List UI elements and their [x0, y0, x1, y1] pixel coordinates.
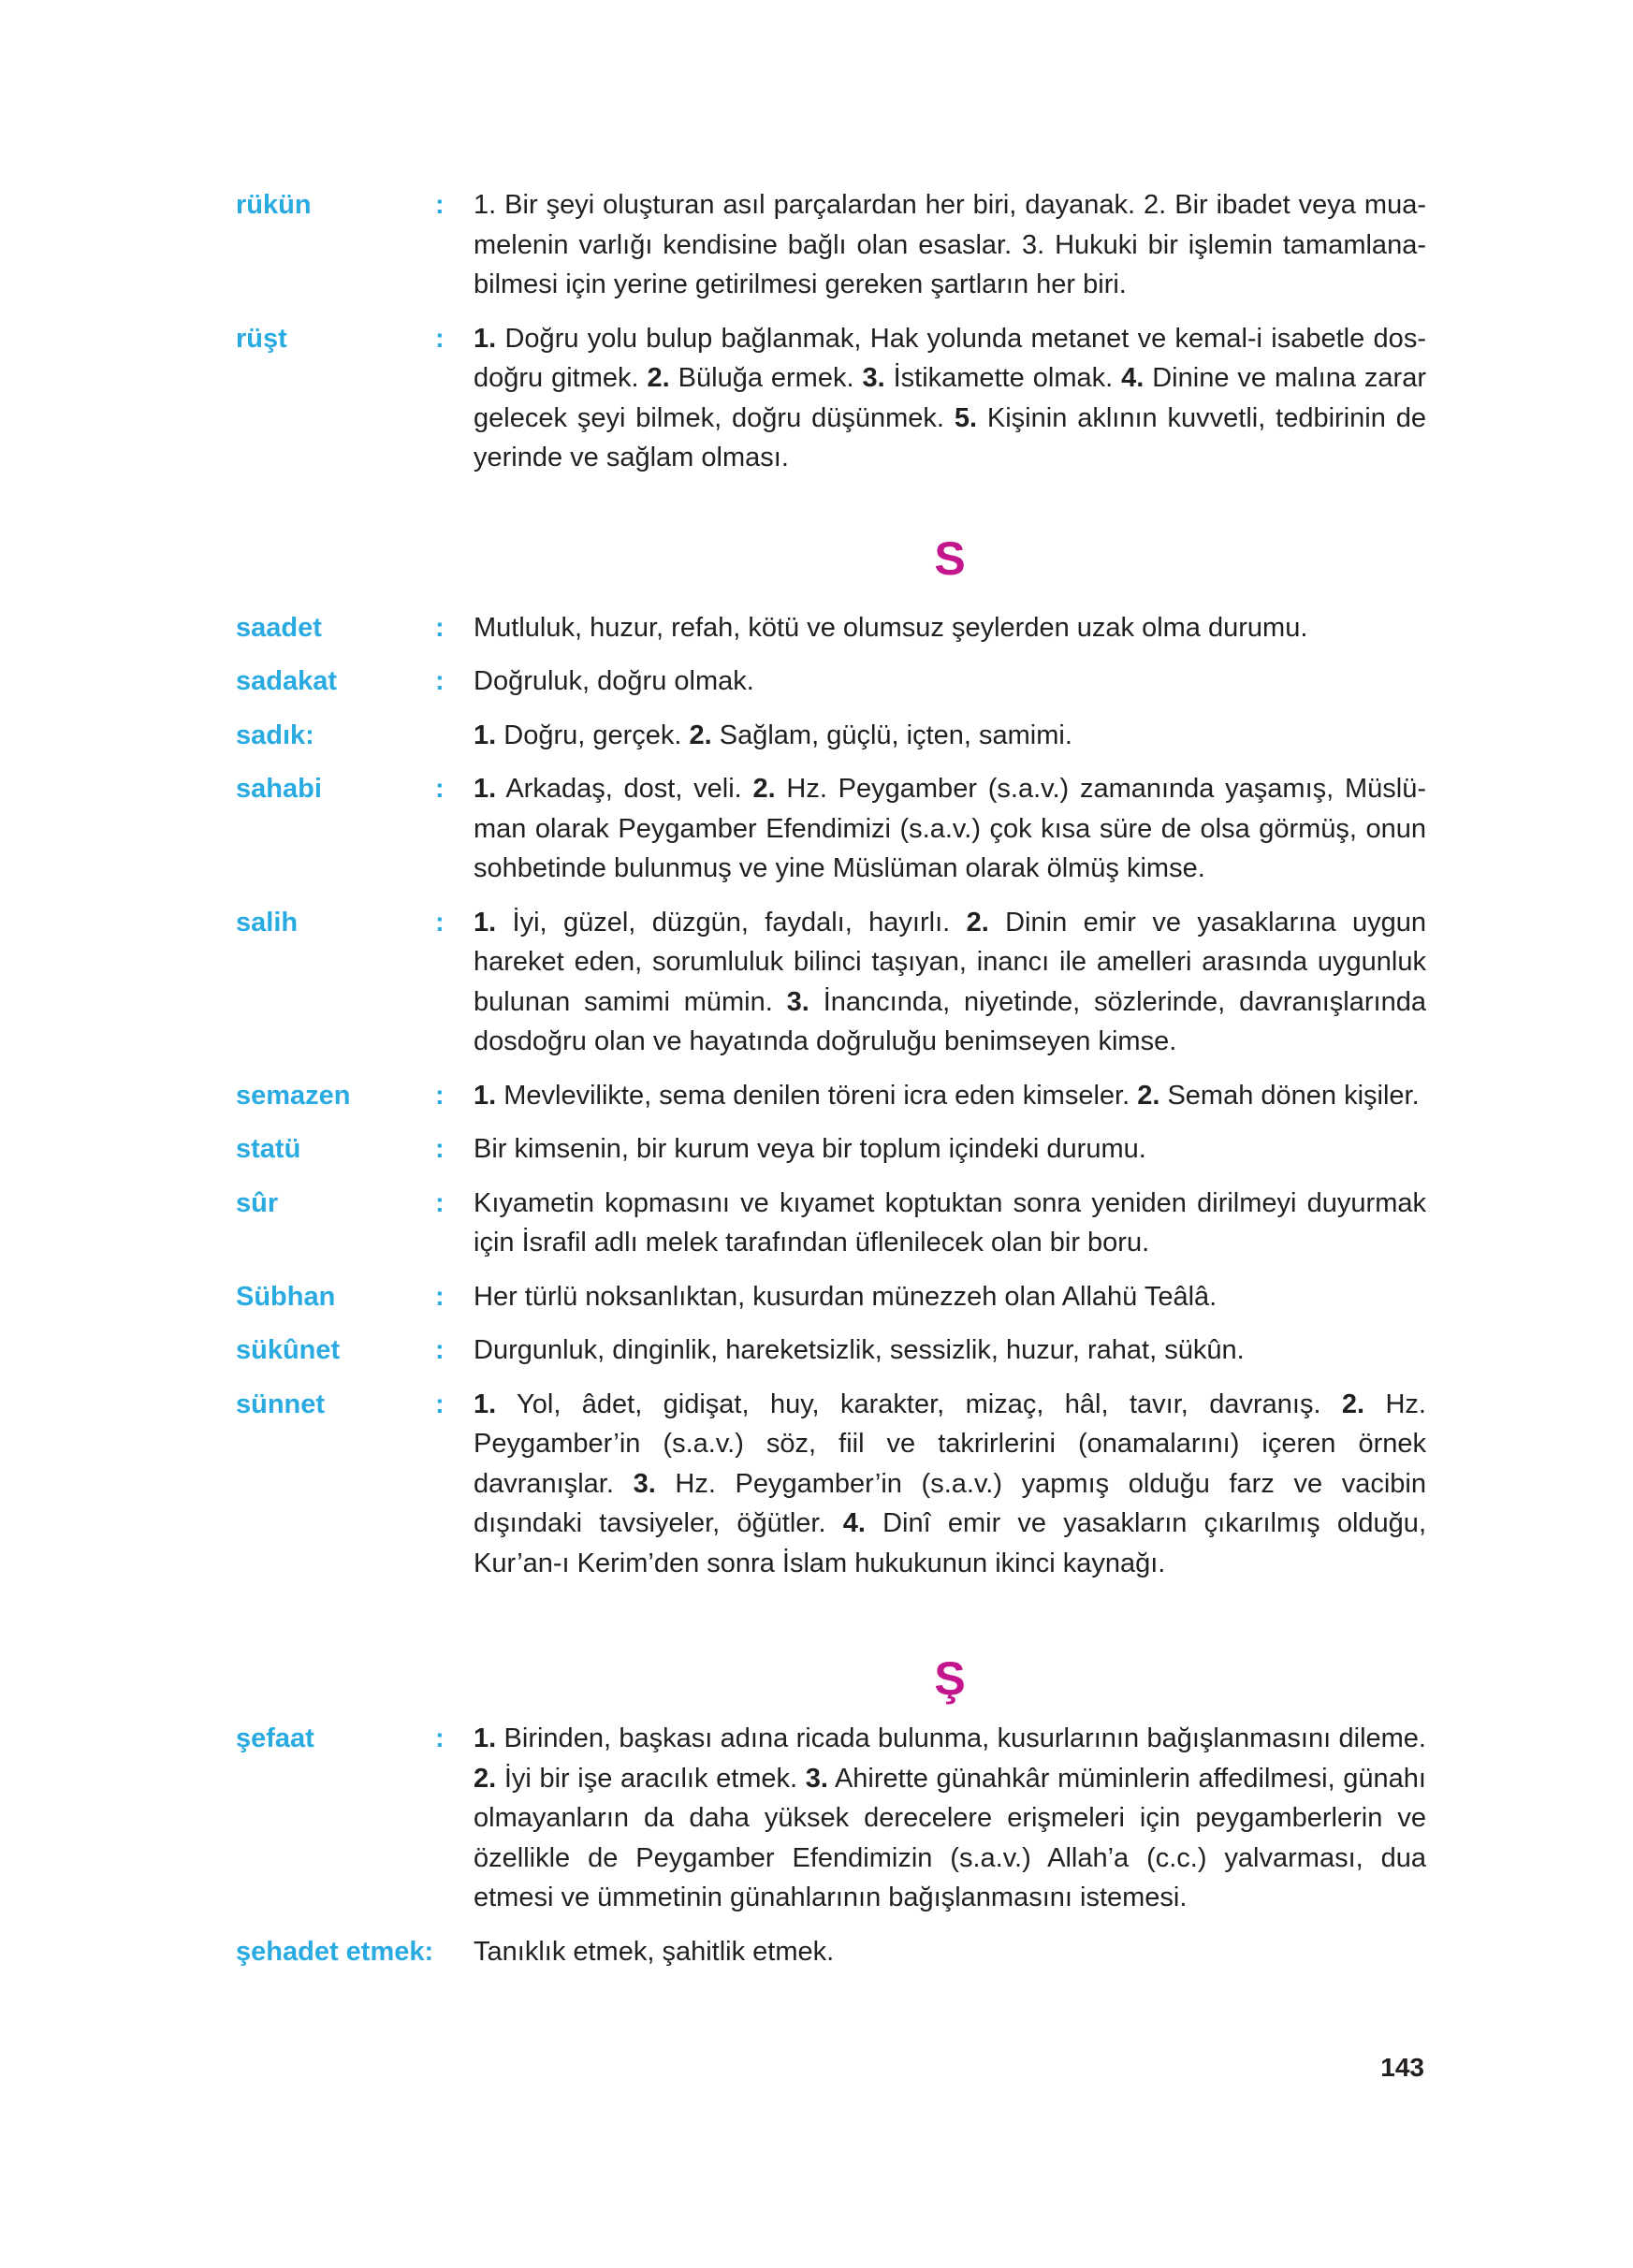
definition-text: Kıyametin kopmasını ve kıyamet koptuktan sonra yeniden dirilmeyi duyurmak için İsrafil adlı melek tarafından üflenilecek olan bir boru. — [474, 1187, 1426, 1258]
entry-term: sahabi — [236, 774, 322, 804]
glossary-entry — [236, 662, 1426, 702]
glossary-entry — [236, 716, 1426, 756]
definition-number: 3. — [786, 986, 809, 1017]
entry-term: şefaat — [236, 1723, 314, 1753]
entry-term: saadet — [236, 612, 322, 643]
glossary — [236, 185, 1426, 1985]
definition-number: 1. — [474, 1723, 497, 1753]
definition-text: Doğru yolu bulup bağlanmak, Hak yolunda metanet ve kemal-i isabetle dosdoğru gitmek. — [474, 323, 1426, 393]
entry-term: statü — [236, 1134, 301, 1164]
definition-text: Arkadaş, dost, veli. — [496, 774, 753, 804]
entry-definition — [474, 1076, 1426, 1116]
glossary-entry — [236, 1076, 1426, 1116]
glossary-entry — [236, 1932, 1426, 1972]
definition-number: 3. — [862, 363, 885, 393]
entry-term: sünnet — [236, 1388, 326, 1419]
section-s — [236, 608, 1426, 1584]
definition-text: Hz. Peygamber’in (s.a.v.) söz, fiil ve takrirlerini (onamalarını) içeren örnek davranışlar. — [474, 1388, 1426, 1499]
definition-text: Mutluluk, huzur, refah, kötü ve olumsuz şeylerden uzak olma durumu. — [474, 612, 1308, 643]
entry-term: sadık: — [236, 720, 314, 750]
entry-colon: : — [435, 323, 445, 354]
entry-definition — [474, 185, 1426, 305]
definition-number: 2. — [1137, 1080, 1160, 1111]
section-r — [236, 185, 1426, 478]
entry-definition — [474, 1330, 1426, 1371]
definition-number: 2. — [689, 720, 712, 750]
entry-colon: : — [435, 774, 445, 804]
entry-colon: : — [435, 1187, 445, 1218]
entry-colon: : — [435, 666, 445, 696]
entry-colon: : — [435, 1388, 445, 1419]
definition-number: 2. — [647, 363, 670, 393]
definition-number: 4. — [1121, 363, 1145, 393]
glossary-entry — [236, 1184, 1426, 1263]
entry-definition — [474, 1385, 1426, 1584]
glossary-entry — [236, 1385, 1426, 1584]
glossary-entry — [236, 185, 1426, 305]
entry-definition — [474, 1277, 1426, 1317]
entry-definition — [474, 662, 1426, 702]
definition-number: 1. — [474, 774, 497, 804]
definition-number: 1. — [474, 720, 497, 750]
letter-heading-s: S — [934, 531, 966, 585]
definition-text: Dinin emir ve yasaklarına uygun hareket eden, sorumluluk bilinci taşıyan, inancı ile amelleri arasında uygunluk bulunan samimi mümin. — [474, 907, 1426, 1017]
glossary-entry — [236, 1719, 1426, 1918]
definition-text: İyi bir işe aracılık etmek. — [496, 1763, 806, 1794]
entry-colon: : — [435, 1281, 445, 1312]
entry-term: sükûnet — [236, 1335, 341, 1365]
definition-number: 5. — [954, 402, 978, 433]
entry-colon: : — [435, 1080, 445, 1111]
entry-colon: : — [435, 1723, 445, 1753]
definition-text: Her türlü noksanlıktan, kusurdan münezzeh olan Allahü Teâlâ. — [474, 1281, 1217, 1312]
entry-definition — [474, 769, 1426, 889]
entry-definition — [474, 716, 1426, 756]
definition-text: Doğru, gerçek. — [496, 720, 690, 750]
entry-term: semazen — [236, 1080, 351, 1111]
entry-term: salih — [236, 907, 299, 938]
glossary-entry — [236, 903, 1426, 1062]
entry-term: rüşt — [236, 323, 287, 354]
definition-text: Mevlevilikte, sema denilen töreni icra eden kimseler. — [496, 1080, 1138, 1111]
definition-text: Büluğa ermek. — [669, 363, 863, 393]
definition-text: Hz. Peygamber’in (s.a.v.) yapmış olduğu farz ve vacibin dışındaki tavsiyeler, öğütler. — [474, 1468, 1426, 1538]
entry-term: rükün — [236, 190, 312, 220]
glossary-entry — [236, 1330, 1426, 1371]
definition-number: 2. — [474, 1763, 497, 1794]
entry-term: Sübhan — [236, 1281, 336, 1312]
entry-colon: : — [435, 612, 445, 643]
entry-colon: : — [435, 907, 445, 938]
definition-text: Ahirette günahkâr müminlerin affedilmesi, günahı olmayanların da daha yüksek derecelere erişmeleri için peygamberlerin ve özellikle de Peygamber Efendimizin (s.a.v.) Allah’a (c.c.) yalvarması, dua etmesi ve ümmetinin günahlarının bağışlanmasını istemesi. — [474, 1763, 1426, 1912]
definition-text: Bir kimsenin, bir kurum veya bir toplum içindeki durumu. — [474, 1134, 1146, 1164]
definition-text: Tanıklık etmek, şahitlik etmek. — [474, 1936, 835, 1967]
glossary-entry — [236, 1129, 1426, 1170]
definition-text: Dinî emir ve yasakların çıkarılmış olduğu, Kur’an-ı Kerim’den sonra İslam hukukunun ikinci kaynağı. — [474, 1508, 1426, 1578]
entry-definition — [474, 1129, 1426, 1170]
glossary-entry — [236, 1277, 1426, 1317]
entry-definition — [474, 319, 1426, 478]
definition-number: 2. — [966, 907, 989, 938]
entry-colon: : — [435, 1335, 445, 1365]
definition-text: Durgunluk, dinginlik, hareketsizlik, sessizlik, huzur, rahat, sükûn. — [474, 1335, 1245, 1365]
definition-text: İyi, güzel, düzgün, faydalı, hayırlı. — [496, 907, 967, 938]
definition-number: 3. — [805, 1763, 828, 1794]
glossary-entry — [236, 608, 1426, 648]
entry-definition — [474, 1932, 1426, 1972]
definition-number: 4. — [842, 1508, 866, 1538]
definition-text: 1. Bir şeyi oluşturan asıl parçalardan her biri, dayanak. 2. Bir ibadet veya muamelenin varlığı kendisine bağlı olan esaslar. 3. Hukuki bir işlemin tamamlanabilmesi için yerine getirilmesi gereken şartların her biri. — [474, 190, 1426, 299]
glossary-entry — [236, 319, 1426, 478]
definition-number: 1. — [474, 907, 497, 938]
entry-term: sûr — [236, 1187, 279, 1218]
definition-text: Doğruluk, doğru olmak. — [474, 666, 754, 696]
entry-definition — [474, 608, 1426, 648]
definition-text: İstikamette olmak. — [884, 363, 1122, 393]
entry-colon: : — [435, 190, 445, 220]
definition-text: Sağlam, güçlü, içten, samimi. — [711, 720, 1072, 750]
definition-text: Semah dönen kişiler. — [1159, 1080, 1420, 1111]
definition-number: 3. — [633, 1468, 656, 1499]
glossary-entry — [236, 769, 1426, 889]
definition-number: 2. — [752, 774, 776, 804]
definition-text: Birinden, başkası adına ricada bulunma, kusurlarının bağışlanmasını dileme. — [496, 1723, 1426, 1753]
definition-number: 1. — [474, 1080, 497, 1111]
page-number: 143 — [1380, 2053, 1424, 2082]
definition-number: 1. — [474, 1388, 497, 1419]
definition-text: Dinine ve malına zarar gelecek şeyi bilmek, doğru düşünmek. — [474, 363, 1427, 433]
definition-text: Kişinin aklının kuvvetli, tedbirinin de yerinde ve sağlam olması. — [474, 402, 1426, 472]
entry-term: sadakat — [236, 666, 338, 696]
definition-number: 1. — [474, 323, 497, 354]
section-sh — [236, 1719, 1426, 1971]
definition-number: 2. — [1341, 1388, 1365, 1419]
entry-definition — [474, 1719, 1426, 1918]
definition-text: Yol, âdet, gidişat, huy, karakter, mizaç, hâl, tavır, davranış. — [496, 1388, 1342, 1419]
entry-term: şehadet etmek: — [236, 1936, 434, 1967]
definition-text: İnancında, niyetinde, sözlerinde, davranışlarında dosdoğru olan ve hayatında doğruluğu benimseyen kimse. — [474, 986, 1426, 1056]
letter-heading-sh: Ş — [934, 1652, 966, 1705]
entry-definition — [474, 1184, 1426, 1263]
entry-definition — [474, 903, 1426, 1062]
definition-text: Hz. Peygamber (s.a.v.) zamanında yaşamış, Müslüman olarak Peygamber Efendimizi (s.a.v.) çok kısa süre de olsa görmüş, onun sohbetinde bulunmuş ve yine Müslüman olarak ölmüş kimse. — [474, 774, 1426, 883]
entry-colon: : — [435, 1134, 445, 1164]
